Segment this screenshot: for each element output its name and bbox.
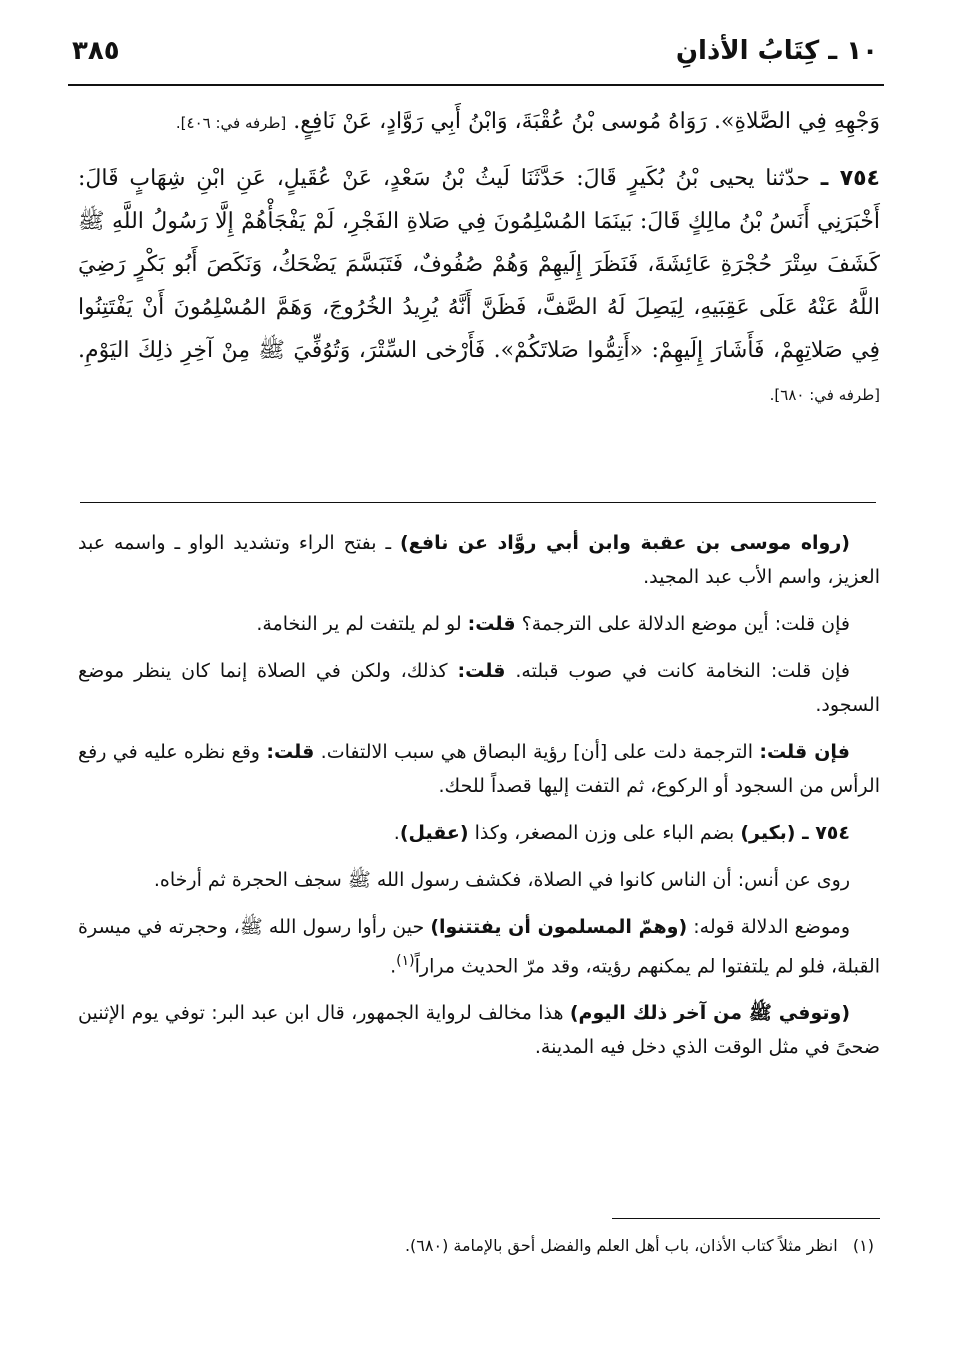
commentary-text: فإن قلت: النخامة كانت في صوب قبلته. xyxy=(505,660,851,682)
hadith-number: ٧٥٤ ـ xyxy=(820,166,880,191)
answer-label: قلت: xyxy=(457,660,506,682)
commentary-text: لو لم يلتفت لم ير النخامة. xyxy=(256,613,468,635)
commentary-paragraph xyxy=(78,735,880,803)
continuation-cross-reference: [طرفه في: ٤٠٦]. xyxy=(175,114,287,132)
commentary-quote: (عقيل) xyxy=(399,822,469,844)
commentary-paragraph xyxy=(78,996,880,1064)
hadith-continuation xyxy=(78,100,880,145)
commentary-paragraph xyxy=(78,607,880,641)
commentary-quote: ٧٥٤ ـ (بكير) xyxy=(740,822,850,844)
hadith-cross-reference: [طرفه في: ٦٨٠]. xyxy=(769,386,880,404)
header-rule xyxy=(68,84,884,86)
commentary-text: هذا مخالف لرواية الجمهور، قال ابن عبد البر: توفي يوم الإثنين ضحىً في مثل الوقت الذي دخل فيه المدينة. xyxy=(78,1002,880,1059)
section-divider xyxy=(80,502,876,503)
commentary-text: ـ بفتح الراء وتشديد الواو ـ واسمه عبد العزيز، واسم الأب عبد المجيد. xyxy=(78,532,880,588)
commentary-text: فإن قلت: أين موضع الدلالة على الترجمة؟ xyxy=(515,613,850,635)
commentary-paragraph xyxy=(78,654,880,722)
commentary-text: بضم الباء على وزن المصغر، وكذا xyxy=(468,822,741,844)
commentary-quote: (وتوفي ﷺ من آخر ذلك اليوم) xyxy=(569,1002,850,1025)
footnote xyxy=(78,1232,874,1260)
commentary-paragraph xyxy=(78,526,880,594)
footnote-rule xyxy=(612,1218,880,1219)
commentary-quote: (رواه موسى بن عقبة وابن أبي روَّاد عن نافع) xyxy=(399,532,850,554)
commentary-text: الترجمة دلت على [أن] رؤية البصاق هي سبب الالتفات. xyxy=(314,741,760,763)
commentary-paragraph xyxy=(78,863,880,897)
commentary-text: كذلك، ولكن في الصلاة إنما كان ينظر موضع السجود. xyxy=(78,660,880,716)
hadith-text-block xyxy=(78,100,880,417)
chapter-title: ١٠ ـ كِتَابُ الأذانِ xyxy=(675,36,878,66)
commentary-text: حين رأوا رسول الله ﷺ، وحجرته في ميسرة القبلة، فلو لم يلتفتوا لم يمكنهم رؤيته، وقد مرّ الحديث مراراً xyxy=(78,916,880,978)
commentary-text: وموضع الدلالة قوله: xyxy=(687,916,850,938)
commentary-block xyxy=(78,526,880,1077)
footnote-marker[interactable]: (١) xyxy=(396,953,415,969)
continuation-text: وَجْهِهِ فِي الصَّلاةِ». رَوَاهُ مُوسى بْنُ عُقْبَةَ، وَابْنُ أَبِي رَوَّادٍ، عَنْ نَافِعٍ. xyxy=(293,109,880,134)
page-number: ٣٨٥ xyxy=(72,36,120,66)
hadith-754 xyxy=(78,157,880,417)
hadith-body: حدّثنا يحيى بْنُ بُكَيرٍ قَالَ: حَدَّثَنَا لَيثُ بْنُ سَعْدٍ، عَنْ عُقَيلٍ، عَنِ ابْنِ شِهَابٍ قَالَ: أَخْبَرَنِي أَنَسُ بْنُ مالِكٍ قَالَ: بَينَمَا المُسْلِمُونَ فِي صَلاةِ الفَجْرِ، لَمْ يَفْجَأْهُمْ إِلَّا رَسُولُ اللَّهِ ﷺ كَشَفَ سِتْرَ حُجْرَةِ عَائِشَةَ، فَنَظَرَ إِلَيهِمْ وَهُمْ صُفُوفٌ، فَتَبَسَّمَ يَضْحَكُ، وَنَكَصَ أَبُو بَكْرٍ رَضِيَ اللَّهُ عَنْهُ عَلَى عَقِبَيهِ، لِيَصِلَ لَهُ الصَّفَّ، فَظَنَّ أَنَّهُ يُرِيدُ الخُرُوجَ، وَهَمَّ المُسْلِمُونَ أَنْ يَفْتَتِنُوا فِي صَلاتِهِمْ، فَأَشَارَ إِلَيهِمْ: «أَتِمُّوا صَلاتَكُمْ». فَأَرْخى السِّتْرَ، وَتُوُفِّيَ ﷺ مِنْ آخِرِ ذلِكَ اليَوْمِ. xyxy=(78,166,880,363)
commentary-text: وقع نظره عليه في رفع الرأس من السجود أو الركوع، ثم التفت إليها قصداً للحك. xyxy=(78,741,880,797)
answer-label: قلت: xyxy=(266,741,315,763)
commentary-text: . xyxy=(393,822,400,844)
commentary-paragraph xyxy=(78,816,880,850)
commentary-quote: (وهمّ المسلمون أن يفتتنوا) xyxy=(430,916,688,938)
commentary-text: . xyxy=(390,955,397,978)
footnote-number: (١) xyxy=(852,1236,874,1255)
footnote-text: انظر مثلاً كتاب الأذان، باب أهل العلم والفضل أحق بالإمامة (٦٨٠). xyxy=(404,1236,838,1255)
commentary-text: روى عن أنس: أن الناس كانوا في الصلاة، فكشف رسول الله ﷺ سجف الحجرة ثم أرخاه. xyxy=(153,869,850,891)
answer-label: قلت: xyxy=(467,613,516,635)
commentary-paragraph xyxy=(78,910,880,983)
question-label: فإن قلت: xyxy=(759,741,850,763)
